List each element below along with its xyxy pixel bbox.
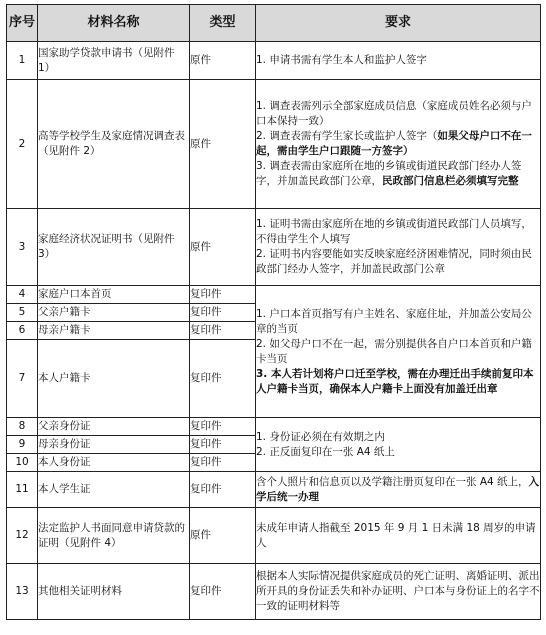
material-name: 母亲身份证 <box>38 436 190 454</box>
requirement-text: 2. 正反面复印在一张 A4 纸上 <box>256 445 395 458</box>
requirement-text-part: 2. 调查表需有学生家长或监护人签字（ <box>256 130 438 142</box>
requirement-text: 未成年申请人指截至 2015 年 9 月 1 日未满 18 周岁的申请人 <box>256 521 536 549</box>
material-type: 原件 <box>190 80 256 209</box>
requirement-cell <box>256 209 541 286</box>
requirement-text <box>256 367 540 397</box>
material-type: 复印件 <box>190 322 256 340</box>
requirement-text-part: 含个人照片和信息页以及学籍注册页复印在一张 A4 纸上， <box>256 475 529 488</box>
table-row <box>7 564 541 620</box>
material-name: 父亲身份证 <box>38 418 190 436</box>
row-number: 10 <box>7 454 38 472</box>
requirement-text: 2. 证明书内容要能如实反映家庭经济困难情况，同时须由民政部门经办人签字，并加盖民政部门公章 <box>256 248 532 275</box>
row-number: 8 <box>7 418 38 436</box>
table-header-row <box>7 5 541 42</box>
table-row <box>7 209 541 286</box>
row-number: 4 <box>7 286 38 304</box>
material-name: 家庭户口本首页 <box>38 286 190 304</box>
row-number: 13 <box>7 564 38 620</box>
requirement-text: 根据本人实际情况提供家庭成员的死亡证明、离婚证明、派出所开具的身份证丢失和补办证明、户口本与身份证上的名字不一致的证明材料等 <box>256 570 540 612</box>
requirement-text: 1. 调查表需列示全部家庭成员信息（家庭成员姓名必须与户口本保持一致） <box>256 100 532 127</box>
requirement-cell <box>256 472 541 508</box>
row-number: 3 <box>7 209 38 286</box>
material-name: 本人学生证 <box>38 472 190 508</box>
requirement-emphasis: 如果父母户口不在一起，需由学生户口跟随一方签字） <box>256 130 532 157</box>
requirement-text-part: 3. 调查表需由家庭所在地的乡镇或街道民政部门经办人签字，并加盖民政部门公章， <box>256 160 522 187</box>
table-row <box>7 508 541 564</box>
header-num: 序号 <box>7 5 38 42</box>
row-number: 1 <box>7 42 38 80</box>
requirement-emphasis: 3. 本人若计划将户口迁至学校，需在办理迁出手续前复印本人户籍卡当页，确保本人户籍卡上面没有加盖迁出章 <box>256 367 534 395</box>
header-type: 类型 <box>190 5 256 42</box>
requirement-cell <box>256 286 541 418</box>
requirement-text <box>256 129 540 159</box>
material-name: 法定监护人书面同意申请贷款的证明（见附件 4） <box>38 508 190 564</box>
requirement-text: 1. 身份证必须在有效期之内 <box>256 430 385 443</box>
requirement-text: 1. 户口本首页指写有户主姓名、家庭住址，并加盖公安局公章的当页 <box>256 307 532 335</box>
requirement-emphasis: 入学后统一办理 <box>256 475 540 503</box>
material-name: 本人身份证 <box>38 454 190 472</box>
table-row <box>7 80 541 209</box>
material-type: 复印件 <box>190 286 256 304</box>
material-type: 复印件 <box>190 340 256 418</box>
requirement-cell <box>256 508 541 564</box>
row-number: 2 <box>7 80 38 209</box>
table-row <box>7 286 541 304</box>
requirement-cell <box>256 42 541 80</box>
material-type: 复印件 <box>190 454 256 472</box>
material-type: 复印件 <box>190 304 256 322</box>
table-row <box>7 418 541 436</box>
row-number: 11 <box>7 472 38 508</box>
requirement-text: 1. 申请书需有学生本人和监护人签字 <box>256 54 427 66</box>
row-number: 5 <box>7 304 38 322</box>
header-name: 材料名称 <box>38 5 190 42</box>
table-row <box>7 472 541 508</box>
material-name: 其他相关证明材料 <box>38 564 190 620</box>
row-number: 12 <box>7 508 38 564</box>
row-number: 9 <box>7 436 38 454</box>
row-number: 7 <box>7 340 38 418</box>
requirement-text: 2. 如父母户口不在一起，需分别提供各自户口本首页和户籍卡当页 <box>256 337 532 365</box>
row-number: 6 <box>7 322 38 340</box>
materials-table <box>6 4 541 620</box>
material-name: 父亲户籍卡 <box>38 304 190 322</box>
material-name: 家庭经济状况证明书（见附件 3） <box>38 209 190 286</box>
material-type: 复印件 <box>190 418 256 436</box>
requirement-text: 1. 证明书需由家庭所在地的乡镇或街道民政部门人员填写，不得由学生个人填写 <box>256 218 532 245</box>
material-name: 高等学校学生及家庭情况调查表（见附件 2） <box>38 80 190 209</box>
material-type: 原件 <box>190 508 256 564</box>
header-requirements: 要求 <box>256 5 541 42</box>
material-type: 复印件 <box>190 436 256 454</box>
material-name: 国家助学贷款申请书（见附件 1） <box>38 42 190 80</box>
requirement-cell <box>256 80 541 209</box>
requirement-text <box>256 159 540 189</box>
material-type: 原件 <box>190 42 256 80</box>
material-type: 原件 <box>190 209 256 286</box>
requirement-emphasis: 民政部门信息栏必须填写完整 <box>382 175 519 187</box>
material-name: 本人户籍卡 <box>38 340 190 418</box>
requirement-text <box>256 475 540 505</box>
material-name: 母亲户籍卡 <box>38 322 190 340</box>
table-row <box>7 42 541 80</box>
material-type: 复印件 <box>190 472 256 508</box>
requirement-cell <box>256 564 541 620</box>
material-type: 复印件 <box>190 564 256 620</box>
requirement-cell <box>256 418 541 472</box>
